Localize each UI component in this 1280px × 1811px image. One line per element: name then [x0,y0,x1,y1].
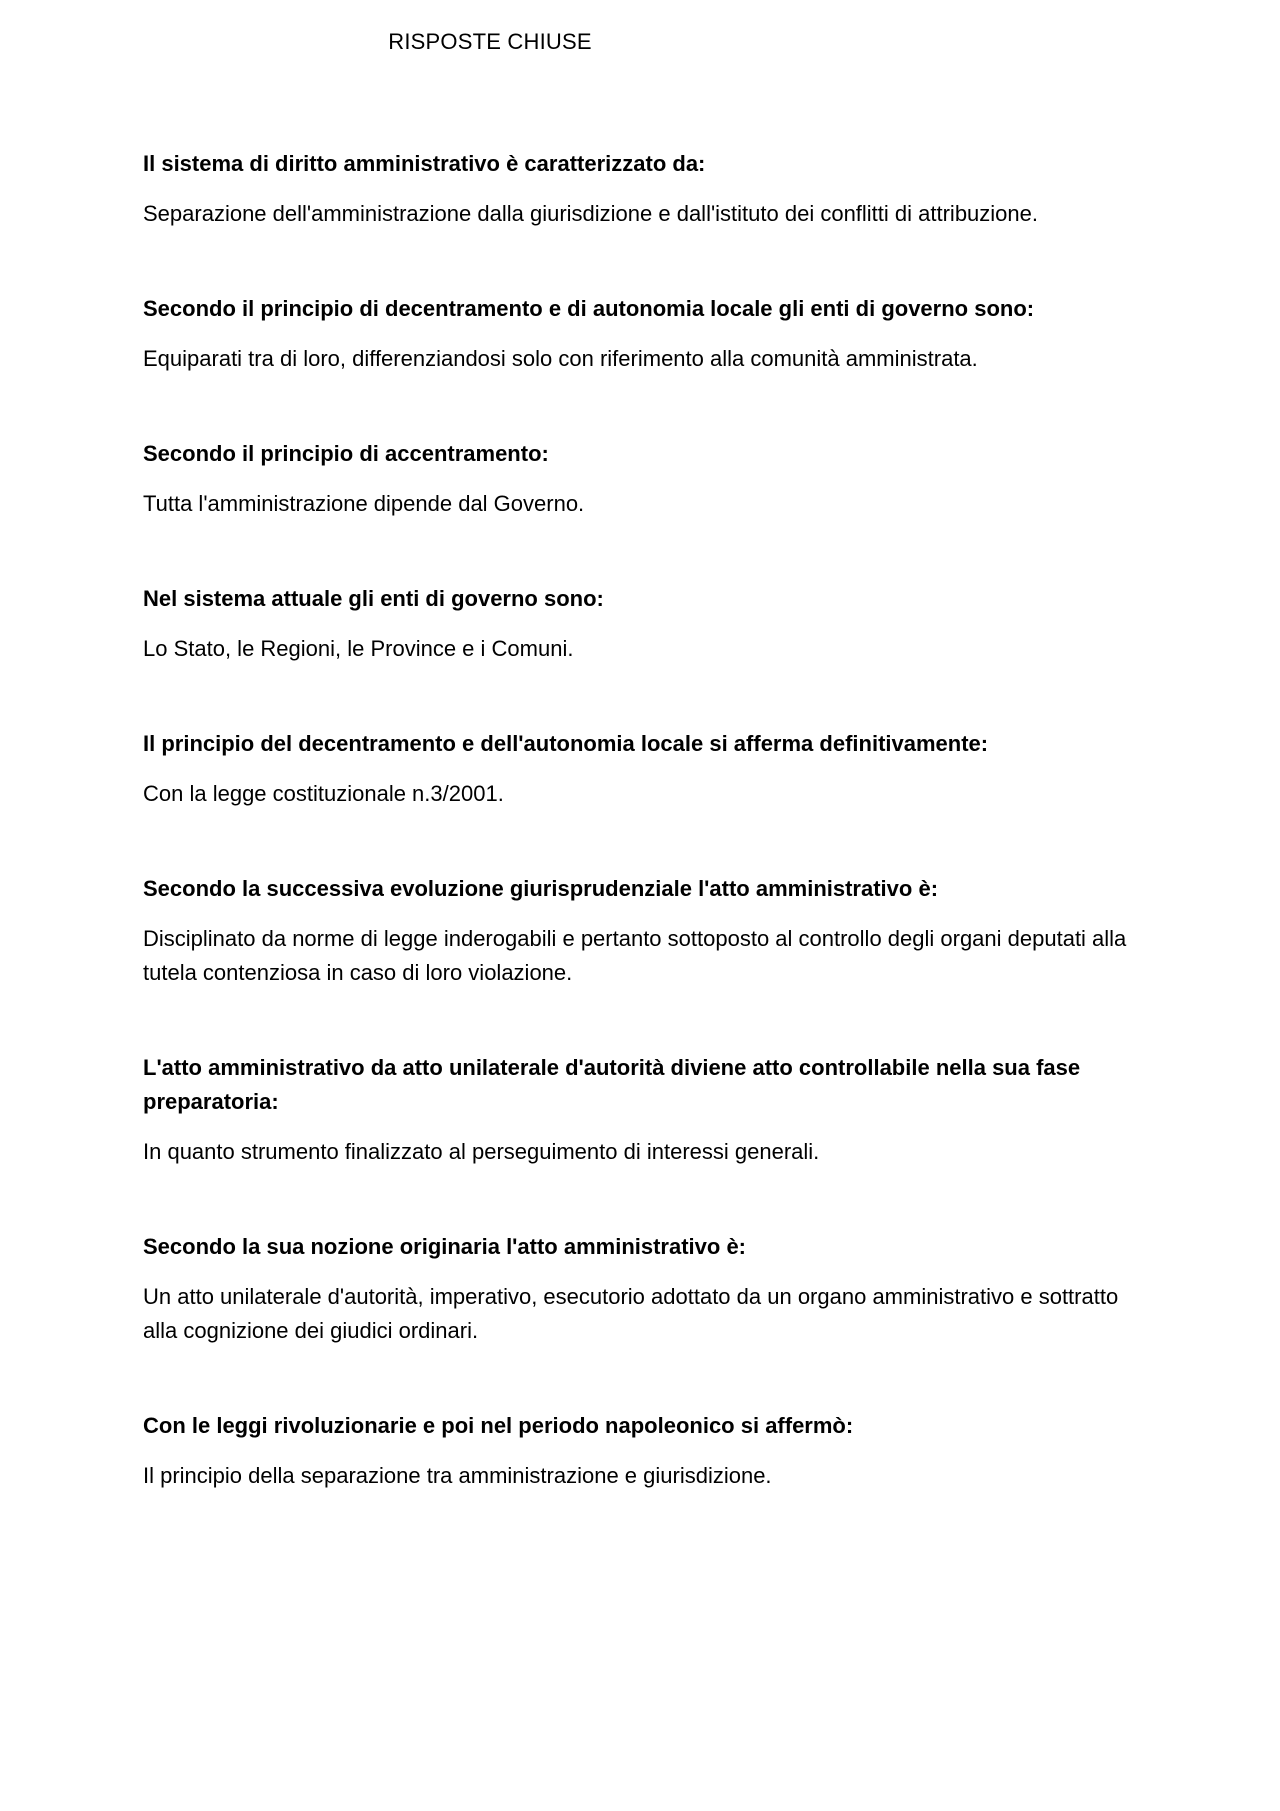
answer-4: Lo Stato, le Regioni, le Province e i Comuni. [143,636,574,661]
qa-item-7 [143,1051,1143,1169]
question-9: Con le leggi rivoluzionarie e poi nel periodo napoleonico si affermò: [143,1413,854,1438]
answer-8: Un atto unilaterale d'autorità, imperativo, esecutorio adottato da un organo amministrativo e sottratto alla cognizione dei giudici ordinari. [143,1284,1119,1343]
question-8: Secondo la sua nozione originaria l'atto amministrativo è: [143,1234,747,1259]
qa-item-9 [143,1409,1143,1493]
answer-5: Con la legge costituzionale n.3/2001. [143,781,504,806]
qa-item-1 [143,147,1143,231]
answer-7: In quanto strumento finalizzato al perseguimento di interessi generali. [143,1139,820,1164]
qa-item-2 [143,292,1143,376]
answer-9: Il principio della separazione tra amministrazione e giurisdizione. [143,1463,772,1488]
qa-list [143,147,1143,1554]
question-3: Secondo il principio di accentramento: [143,441,549,466]
question-5: Il principio del decentramento e dell'autonomia locale si afferma definitivamente: [143,731,989,756]
answer-2: Equiparati tra di loro, differenziandosi solo con riferimento alla comunità amministrata. [143,346,978,371]
answer-6: Disciplinato da norme di legge inderogabili e pertanto sottoposto al controllo degli organi deputati alla tutela contenziosa in caso di loro violazione. [143,926,1127,985]
qa-item-8 [143,1230,1143,1348]
qa-item-6 [143,872,1143,990]
question-4: Nel sistema attuale gli enti di governo sono: [143,586,604,611]
answer-3: Tutta l'amministrazione dipende dal Governo. [143,491,585,516]
question-6: Secondo la successiva evoluzione giurisprudenziale l'atto amministrativo è: [143,876,939,901]
qa-item-4 [143,582,1143,666]
question-1: Il sistema di diritto amministrativo è caratterizzato da: [143,151,706,176]
question-7: L'atto amministrativo da atto unilaterale d'autorità diviene atto controllabile nella sua fase preparatoria: [143,1055,1081,1114]
answer-1: Separazione dell'amministrazione dalla giurisdizione e dall'istituto dei conflitti di attribuzione. [143,201,1038,226]
qa-item-5 [143,727,1143,811]
qa-item-3 [143,437,1143,521]
question-2: Secondo il principio di decentramento e di autonomia locale gli enti di governo sono: [143,296,1035,321]
document-title: RISPOSTE CHIUSE [388,29,592,54]
